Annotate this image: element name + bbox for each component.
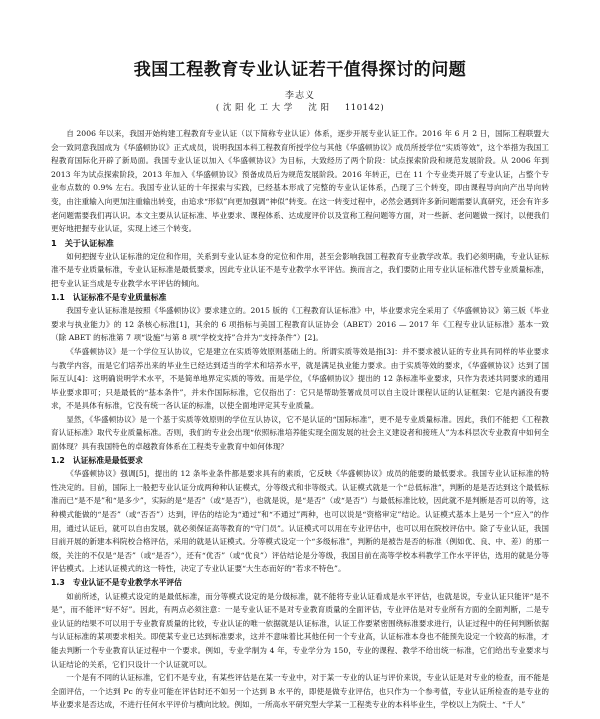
paragraph: 如前所述，认证模式设定的是最低标准，而分等模式设定的是分级标准，就不能将专业认证看成是水平评估，也就是说，专业认证只能评“是不是”，而不能评“好不好”。因此，有两点必须注意：一是专业认证不是对专业教育质量的全面评估，专业评估是对专业所有方面的全面判断，二是专业认证的结果不可以用于专业教育质量的比较，专业认证的唯一依据就是认证标准，认证工作要紧密围绕标准要求进行，认证过程中的任何判断依据与认证标准的某项要求相关。即使某专业已达到标准要求，这并不意味着比其他任何一个专业高，认证标准本身也不能预先设定一个较高的标准，才能去判断一个专业教育认证过程中一个要求。例如，专业学制为 4 年，专业学分为 150，专业的课程、教学不给出统一标准，它们给出专业要求与认证结论的关系，它们只设计一个认证就可以。 <box>51 591 549 669</box>
subsection-number: 1.1 <box>51 292 65 302</box>
page-title: 我国工程教育专业认证若干值得探讨的问题 <box>133 60 467 80</box>
section-number: 1 <box>51 237 57 248</box>
author-name: 李志义 <box>284 91 315 101</box>
subsection-heading-1-2 <box>51 454 549 468</box>
paragraph: 一个是有不同的认证标准，它们不是专业，有某些评估是在某一专业中，对于某一专业的认证与评价来说，专业认证是对专业的检查，而不能是全面评估，一个达到 Pc 的专业可能在评估时还不如另一个达到 B 水平的，即使是做专业评估，也只作为一个参考值，专业认证所检查的是专业的毕业要求是否达成，不进行任何水平评价与横向比较。例如，一所高水平研究型大学某一工程类专业的本科毕业生，学校以上为院士、“千人” <box>51 673 549 710</box>
subsection-heading-1-1 <box>51 291 549 305</box>
section-heading-1 <box>51 236 549 250</box>
section-title: 关于认证标准 <box>64 237 114 248</box>
subsection-number: 1.3 <box>51 578 65 587</box>
paragraph: 我国专业认证标准是按照《华盛顿协议》要求建立的。2015 版的《工程教育认证标准》中，毕业要求完全采用了《华盛顿协议》第三版《毕业要求与执业能力》的 12 条核心标准[1]，其余的 6 项指标与美国工程教育认证协会（ABET）2016 — 2017 年《工程专业认证标准》基本一致（除 ABET 的标准第 7 项“设施”与第 8 项“学校支持”合并为“支持条件”）[2]。 <box>51 306 549 343</box>
author-affiliation: ( 沈 阳 化 工 大 学 沈 阳 110142) <box>215 103 385 113</box>
paragraph: 如何把握专业认证标准的定位和作用，关系到专业认证本身的定位和作用，甚至会影响我国工程教育专业教学改革。我们必须明确，专业认证标准不是专业质量标准，专业认证标准是最低要求，因此专业认证不是专业教学水平评估。换而言之，我们要防止用专业认证标准代替专业质量标准，把专业认证当成是专业教学水平评估的倾向。 <box>51 251 549 288</box>
article-body <box>51 127 549 712</box>
paragraph: 显然，《华盛顿协议》是一个基于实质等效原则的学位互认协议，它不是认证的“国际标准”，更不是专业质量标准。因此，我们不能把《工程教育认证标准》取代专业质量标准。否则，我们的专业会出现“依照标准培养能实现全面发展的社会主义建设者和接班人”为本科层次专业教育中如何全面体现？具有我国特色的卓越教育体系在工程类专业教育中如何体现？ <box>51 414 549 452</box>
subsection-title: 专业认证不是专业教学水平评估 <box>72 578 182 587</box>
subsection-title: 认证标准是最低要求 <box>72 455 143 465</box>
paragraph: 《华盛顿协议》强调[5]，提出的 12 条毕业条件都是要求具有的素质，它反映《华盛顿协议》成员的能要的最低要求。我国专业认证标准的特性决定的。目前，国际上一般把专业认证分成两种种认证模式，分等级式和非等级式。认证模式就是一个“总低标准”，判断的是是否达到这个最低标准而已“是不是”和“是多少”，实际的是“是否”（或“是否”），也就是说，是“是否”（或“是否”）与最低标准比较，因此就不是判断是否可以的等，这种模式能做的“是否”（或“否否”）达到，评估的结论为“通过”和“不通过”两种，也可以说是“资格审定”结论。认证模式基本上是另一个“应入”的作用，通过认证后，就可以自由发展，就必须保证高等教育的“守门员”。认证模式可以用在专业评估中，也可以用在院校评估中。除了专业认证，我国目前开展的新建本科院校合格评估，采用的就是认证模式。分等模式设定一个“多级标准”，判断的是被告是否的标准（例如优、良、中、差）的那一级，关注的不仅是“是否”（或“是否”），还有“优否”（或“优良”）评估结论是分等级，我国目前在高等学校本科教学工作水平评估，选用的就是分等评估模式。上述认证模式的这一特性，决定了专业认证要“大生态而好的“若求不特色”。 <box>51 469 549 574</box>
paragraph: 《华盛顿协议》是一个学位互认协议，它是建立在实质等效原则基础上的。所谓实质等效是指[3]：并不要求被认证的专业具有同样的毕业要求与教学内容，而是它们培养出来的毕业生已经达到适当的学术和培养水平，就是满足执业能力要求。由于实质等效的要求，《华盛顿协议》达到了国际互认[4]：这明确说明学术水平，不是简单地界定实质的等效。而是学位，《华盛顿协议》提出的 12 条标准毕业要求，只作为表述共同要求的通用毕业要求即可；只是最低的“基本条件”，并未作国际标准，它仅指出了：它只是帮助签署成员可以自主设计课程认证的认证框架：它是内涵没有要求，不是具体有标准，它没有统一各认证的标准，以使全面地评定其专业质量。 <box>51 346 549 411</box>
subsection-heading-1-3 <box>51 576 549 590</box>
subsection-title: 认证标准不是专业质量标准 <box>72 292 167 302</box>
subsection-number: 1.2 <box>51 455 65 465</box>
paragraph-intro: 自 2006 年以来，我国开始构建工程教育专业认证（以下简称专业认证）体系，逐步开展专业认证工作。2016 年 6 月 2 日，国际工程联盟大会一致同意我国成为《华盛顿协议》正式成员，说明我国本科工程教育所授学位与其他《华盛顿协议》成员所授学位“实质等效”，这个举措为我国工程教育国际化开辟了新局面。我国专业认证以加入《华盛顿协议》为目标，大致经历了两个阶段：试点探索阶段和规范发展阶段。从 2006 年到 2013 年为试点探索阶段，2013 年加入《华盛顿协议》预备成员后为规范发展阶段。2016 年转正，已在 11 个专业类开展了专业认证，占整个专业布点数的 0.9% 左右。我国专业认证的十年探索与实践，已经基本形成了完整的专业认证体系，凸现了三个转变，即由课程导向向产出导向转变，由注重输入向更加注重输出转变，由追求“形似”向更加强调“神似”转变。在这一转变过程中，必然会遇到许多新问题需要认真研究，还会有许多老问题需要我们再认识。本文主要从认证标准、毕业要求、课程体系、达成度评价以及宣称工程问题等方面，对一些新、老问题做一探讨，以便我们更好地把握专业认证，实现上述三个转变。 <box>51 129 549 234</box>
